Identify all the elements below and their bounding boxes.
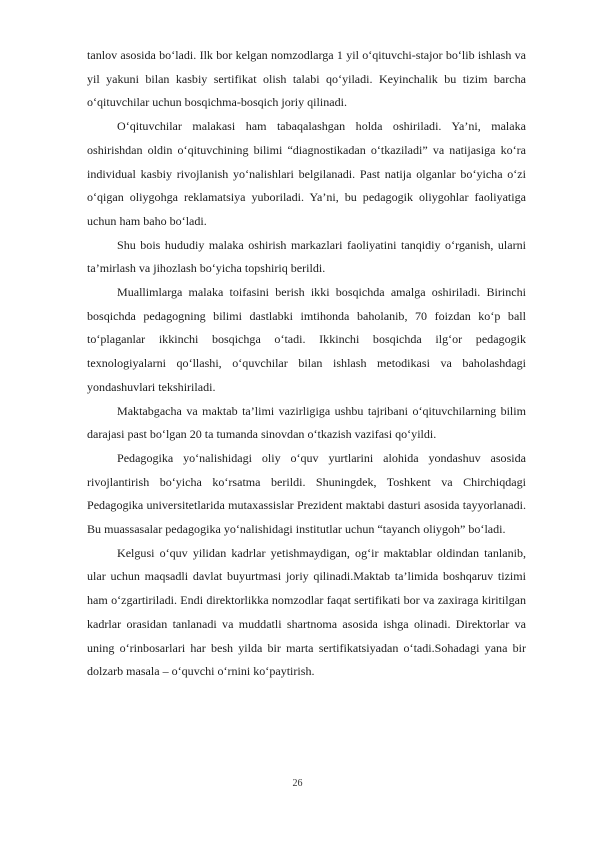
- paragraph-pedagogy-universities: Pedagogika yo‘nalishidagi oliy o‘quv yurtlarini alohida yondashuv asosida rivojlantirish bo‘yicha ko‘rsatma berildi. Shuningdek, Toshkent va Chirchiqdagi Pedagogika universitetlarida mutaxassislar Prezident maktabi dasturi asosida tayyorlanadi. Bu muassasalar pedagogika yo‘nalishidagi institutlar uchun “tayanch oliygoh” bo‘ladi.: [87, 450, 526, 537]
- page-number: 26: [292, 778, 303, 789]
- paragraph-qualification-category: Muallimlarga malaka toifasini berish ikki bosqichda amalga oshiriladi. Birinchi bosqichda pedagogning bilimi dastlabki imtihonda baholanib, 70 foizdan ko‘p ball to‘plaganlar ikkinchi bosqichga o‘tadi. Ikkinchi bosqichda ilg‘or pedagogik texnologiyalarni qo‘llashi, o‘quvchilar bilan ishlash metodikasi va baholashdagi yondashuvlari tekshiriladi.: [87, 285, 526, 394]
- paragraph-teacher-qualification: O‘qituvchilar malakasi ham tabaqalashgan holda oshiriladi. Ya’ni, malaka oshirishdan oldin o‘qituvchining bilimi “diagnostikadan o‘tkaziladi” va natijasiga ko‘ra individual kasbiy rivojlanish yo‘nalishlari belgilanadi. Past natija olganlar bo‘yicha o‘zi o‘qigan oliygohga reklamatsiya yuboriladi. Ya’ni, bu pedagogik oliygohlar faoliyatiga uchun ham baho bo‘ladi.: [87, 119, 526, 228]
- paragraph-ministry-pilot: Maktabgacha va maktab ta’limi vazirligiga ushbu tajribani o‘qituvchilarning bilim darajasi past bo‘lgan 20 ta tumanda sinovdan o‘tkazish vazifasi qo‘yildi.: [87, 403, 526, 442]
- paragraph-continuation: tanlov asosida bo‘ladi. Ilk bor kelgan nomzodlarga 1 yil o‘qituvchi-stajor bo‘lib ishlash va yil yakuni bilan kasbiy sertifikat olish talabi qo‘yiladi. Keyinchalik bu tizim barcha o‘qituvchilar uchun bosqichma-bosqich joriy qilinadi.: [87, 48, 526, 110]
- page-body-text: [87, 44, 526, 684]
- paragraph-regional-centers: Shu bois hududiy malaka oshirish markazlari faoliyatini tanqidiy o‘rganish, ularni ta’mirlash va jihozlash bo‘yicha topshiriq berildi.: [87, 237, 526, 276]
- paragraph-school-management: Kelgusi o‘quv yilidan kadrlar yetishmaydigan, og‘ir maktablar oldindan tanlanib, ular uchun maqsadli davlat buyurtmasi joriy qilinadi.Maktab ta’limida boshqaruv tizimi ham o‘zgartiriladi. Endi direktorlikka nomzodlar faqat sertifikati bor va zaxiraga kiritilgan kadrlar orasidan tanlanadi va muddatli shartnoma asosida ishga olinadi. Direktorlar va uning o‘rinbosarlari har besh yilda bir marta sertifikatsiyadan o‘tadi.Sohadagi yana bir dolzarb masala – o‘quvchi o‘rnini ko‘paytirish.: [87, 545, 526, 679]
